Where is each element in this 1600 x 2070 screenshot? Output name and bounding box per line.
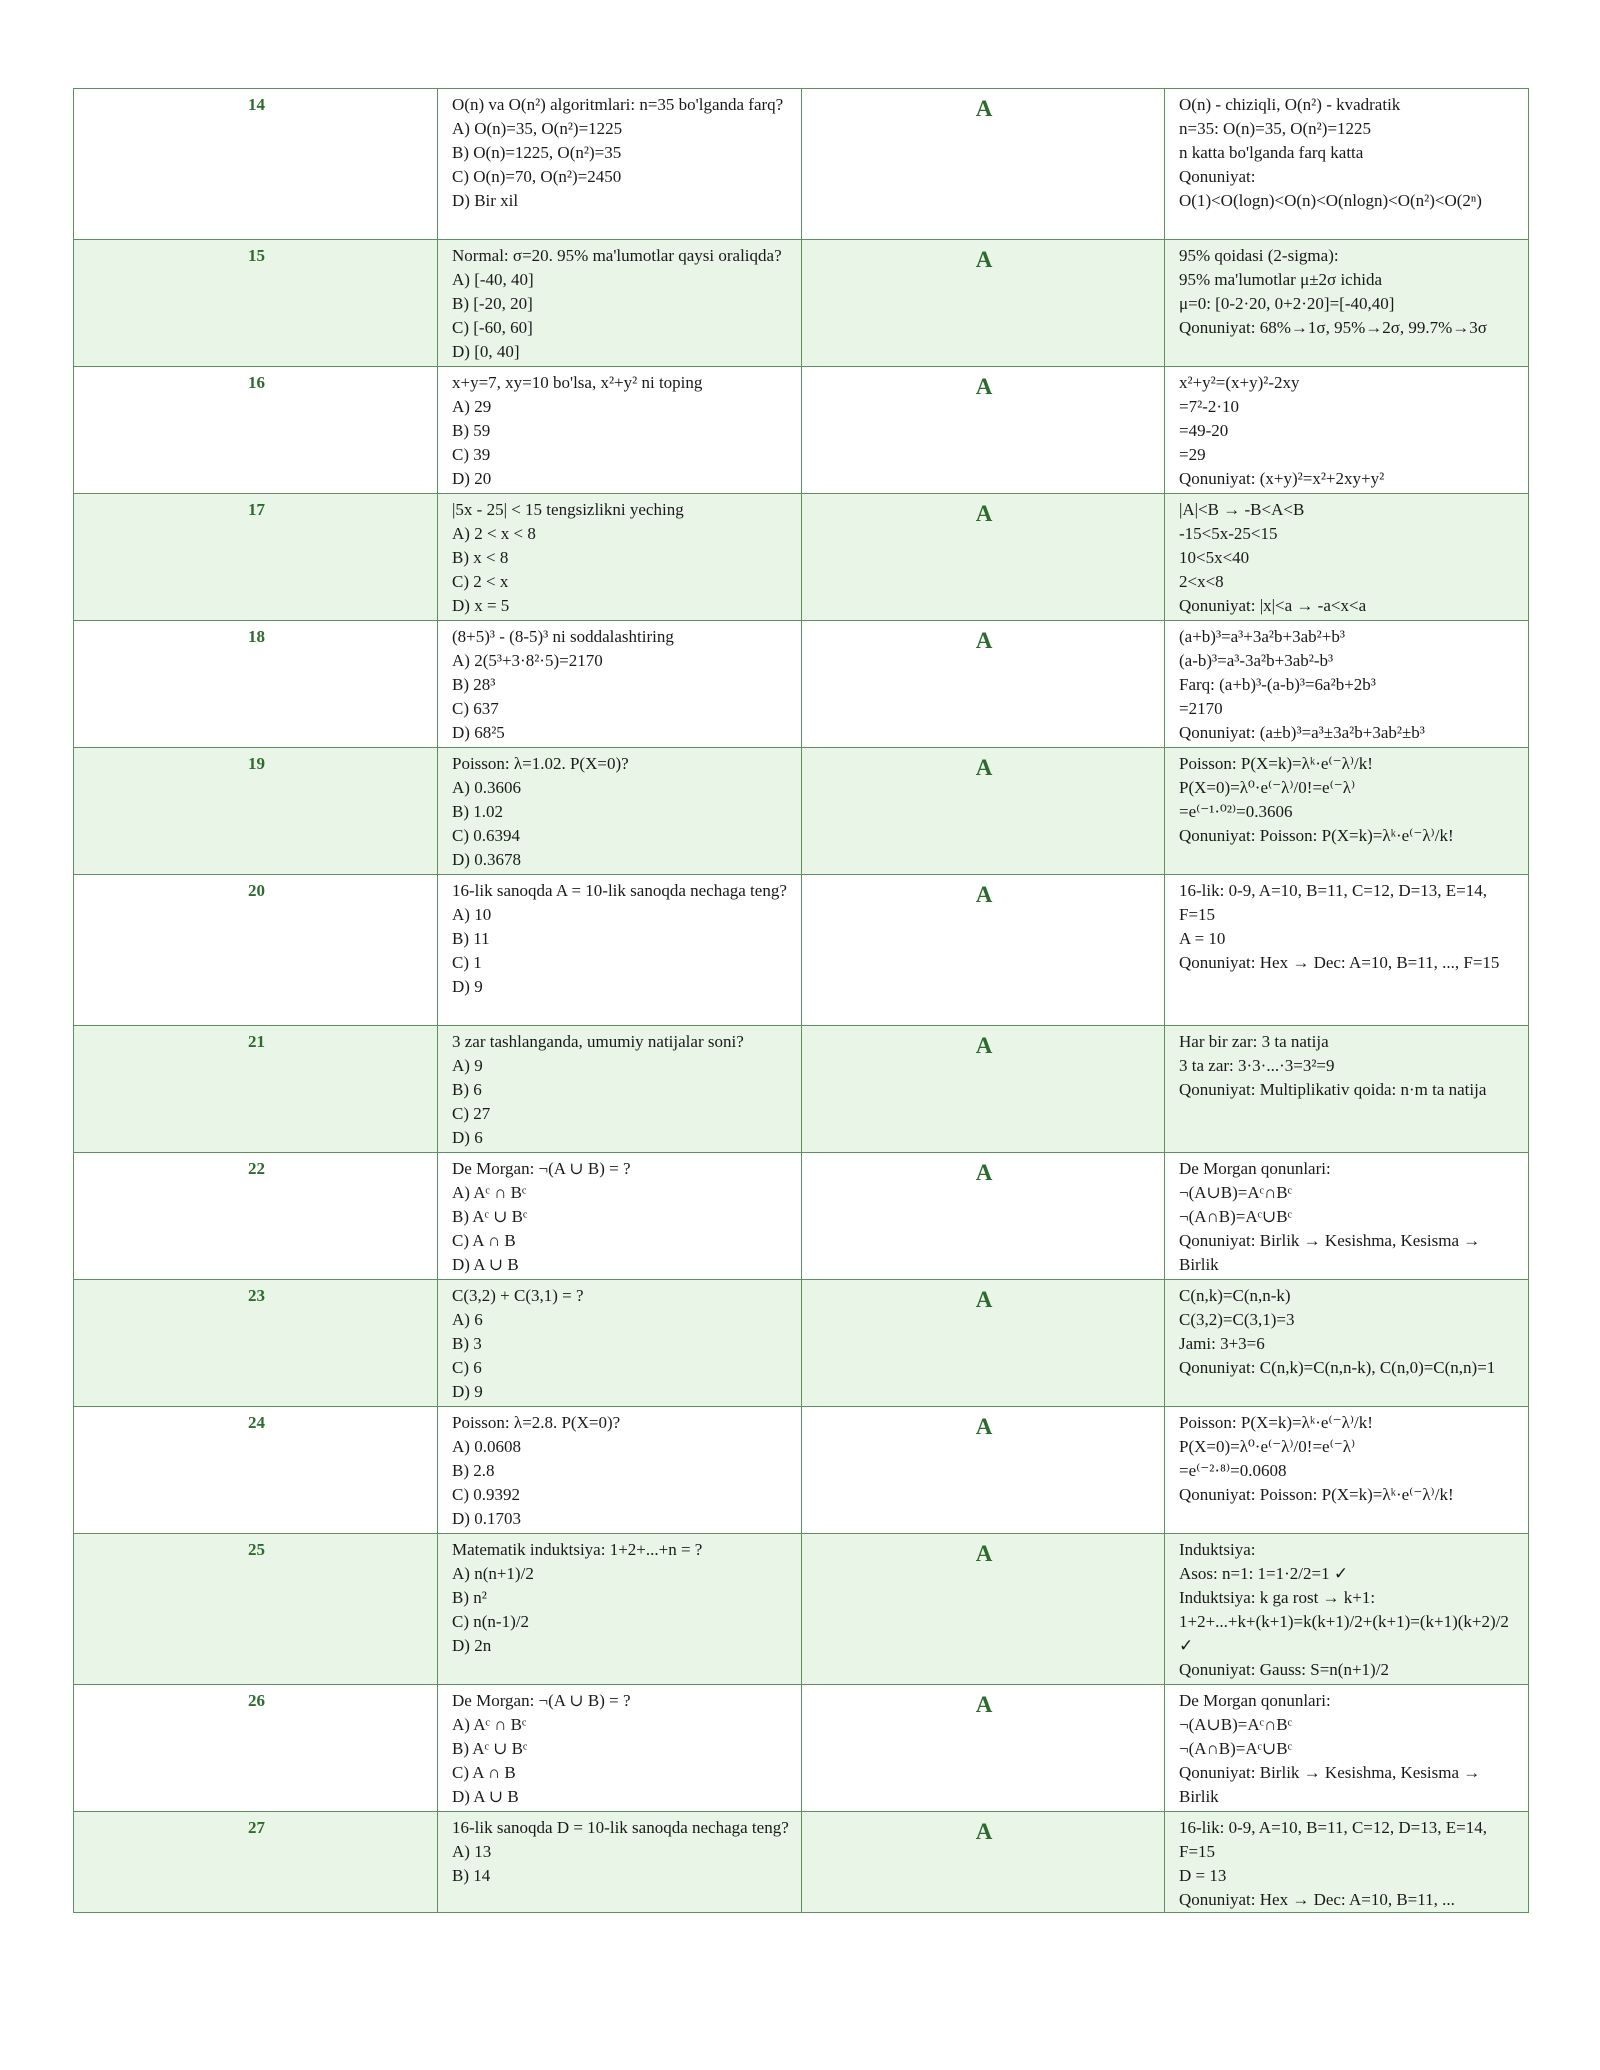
explanation-cell [1165, 89, 1529, 240]
explanation-cell [1165, 1280, 1529, 1407]
correct-answer: A [802, 1280, 1165, 1407]
question-text: x+y=7, xy=10 bo'lsa, x²+y² ni toping [452, 373, 703, 392]
answer-option: B) [-20, 20] [452, 294, 533, 313]
explanation-line: De Morgan qonunlari: [1179, 1691, 1331, 1710]
question-cell [438, 89, 802, 240]
explanation-line: Qonuniyat: |x|<a → -a<x<a [1179, 596, 1367, 615]
answer-table [73, 88, 1529, 1913]
question-text: C(3,2) + C(3,1) = ? [452, 1286, 584, 1305]
answer-sheet [73, 88, 1528, 1913]
question-cell [438, 875, 802, 1026]
answer-option: C) O(n)=70, O(n²)=2450 [452, 167, 622, 186]
question-number: 21 [74, 1026, 438, 1153]
correct-answer: A [802, 621, 1165, 748]
explanation-line: Qonuniyat: (a±b)³=a³±3a²b+3ab²±b³ [1179, 723, 1425, 742]
answer-option: C) n(n-1)/2 [452, 1612, 529, 1631]
table-row [74, 494, 1529, 621]
explanation-line: Qonuniyat: Birlik → Kesishma, Kesisma → Birlik [1179, 1763, 1485, 1806]
correct-answer: A [802, 494, 1165, 621]
answer-option: B) x < 8 [452, 548, 509, 567]
explanation-line: Qonuniyat: (x+y)²=x²+2xy+y² [1179, 469, 1385, 488]
answer-option: A) 9 [452, 1056, 483, 1075]
explanation-line: |A|<B → -B<A<B [1179, 500, 1305, 519]
answer-option: A) 0.0608 [452, 1437, 521, 1456]
table-row [74, 240, 1529, 367]
answer-option: A) O(n)=35, O(n²)=1225 [452, 119, 623, 138]
explanation-line: 1+2+...+k+(k+1)=k(k+1)/2+(k+1)=(k+1)(k+2)/2 ✓ [1179, 1612, 1514, 1655]
answer-option: C) 39 [452, 445, 491, 464]
answer-option: A) Aᶜ ∩ Bᶜ [452, 1183, 527, 1202]
answer-option: C) 637 [452, 699, 499, 718]
answer-option: D) 9 [452, 1382, 483, 1401]
answer-option: A) 0.3606 [452, 778, 521, 797]
table-row [74, 1280, 1529, 1407]
answer-option: D) A ∪ B [452, 1787, 519, 1806]
answer-option: A) Aᶜ ∩ Bᶜ [452, 1715, 527, 1734]
explanation-line: =29 [1179, 445, 1206, 464]
answer-option: B) O(n)=1225, O(n²)=35 [452, 143, 622, 162]
answer-option: D) 9 [452, 977, 483, 996]
answer-option: B) 2.8 [452, 1461, 495, 1480]
question-cell [438, 1685, 802, 1812]
explanation-line: Qonuniyat: Poisson: P(X=k)=λᵏ·e⁽⁻λ⁾/k! [1179, 826, 1454, 845]
explanation-line: n katta bo'lganda farq katta [1179, 143, 1364, 162]
answer-option: C) 2 < x [452, 572, 509, 591]
explanation-line: Farq: (a+b)³-(a-b)³=6a²b+2b³ [1179, 675, 1376, 694]
answer-table-body [74, 89, 1529, 1913]
answer-option: D) 20 [452, 469, 492, 488]
answer-option: B) 11 [452, 929, 490, 948]
explanation-line: 95% qoidasi (2-sigma): [1179, 246, 1339, 265]
explanation-line: =2170 [1179, 699, 1223, 718]
explanation-line: Qonuniyat: Gauss: S=n(n+1)/2 [1179, 1660, 1389, 1679]
question-cell [438, 240, 802, 367]
question-text: Normal: σ=20. 95% ma'lumotlar qaysi oraliqda? [452, 246, 782, 265]
explanation-cell [1165, 875, 1529, 1026]
correct-answer: A [802, 1407, 1165, 1534]
answer-option: B) 6 [452, 1080, 482, 1099]
explanation-line: Qonuniyat: Hex → Dec: A=10, B=11, ... [1179, 1890, 1455, 1909]
question-number: 15 [74, 240, 438, 367]
question-text: 16-lik sanoqda A = 10-lik sanoqda nechaga teng? [452, 881, 787, 900]
explanation-line: Qonuniyat: C(n,k)=C(n,n-k), C(n,0)=C(n,n)=1 [1179, 1358, 1496, 1377]
explanation-line: Qonuniyat: 68%→1σ, 95%→2σ, 99.7%→3σ [1179, 318, 1487, 337]
explanation-cell [1165, 1534, 1529, 1685]
explanation-line: P(X=0)=λ⁰·e⁽⁻λ⁾/0!=e⁽⁻λ⁾ [1179, 778, 1356, 797]
table-row [74, 1812, 1529, 1913]
correct-answer: A [802, 748, 1165, 875]
correct-answer: A [802, 1153, 1165, 1280]
explanation-line: Qonuniyat: Birlik → Kesishma, Kesisma → Birlik [1179, 1231, 1485, 1274]
answer-option: C) 1 [452, 953, 482, 972]
answer-option: A) 13 [452, 1842, 492, 1861]
answer-option: D) 2n [452, 1636, 492, 1655]
explanation-line: C(n,k)=C(n,n-k) [1179, 1286, 1291, 1305]
explanation-line: P(X=0)=λ⁰·e⁽⁻λ⁾/0!=e⁽⁻λ⁾ [1179, 1437, 1356, 1456]
question-text: Matematik induktsiya: 1+2+...+n = ? [452, 1540, 703, 1559]
question-text: 16-lik sanoqda D = 10-lik sanoqda nechaga teng? [452, 1818, 789, 1837]
question-number: 19 [74, 748, 438, 875]
explanation-line: μ=0: [0-2·20, 0+2·20]=[-40,40] [1179, 294, 1395, 313]
answer-option: C) 6 [452, 1358, 482, 1377]
answer-option: D) 0.3678 [452, 850, 521, 869]
explanation-line: 16-lik: 0-9, A=10, B=11, C=12, D=13, E=14, F=15 [1179, 881, 1492, 924]
explanation-line: x²+y²=(x+y)²-2xy [1179, 373, 1300, 392]
question-number: 22 [74, 1153, 438, 1280]
table-row [74, 367, 1529, 494]
answer-option: D) x = 5 [452, 596, 510, 615]
explanation-line: (a-b)³=a³-3a²b+3ab²-b³ [1179, 651, 1334, 670]
explanation-cell [1165, 240, 1529, 367]
explanation-line: Jami: 3+3=6 [1179, 1334, 1265, 1353]
answer-option: B) 1.02 [452, 802, 503, 821]
explanation-line: Poisson: P(X=k)=λᵏ·e⁽⁻λ⁾/k! [1179, 754, 1373, 773]
explanation-line: n=35: O(n)=35, O(n²)=1225 [1179, 119, 1372, 138]
correct-answer: A [802, 875, 1165, 1026]
answer-option: D) 6 [452, 1128, 483, 1147]
question-number: 17 [74, 494, 438, 621]
correct-answer: A [802, 240, 1165, 367]
table-row [74, 1153, 1529, 1280]
answer-option: A) 2(5³+3·8²·5)=2170 [452, 651, 603, 670]
answer-option: B) Aᶜ ∪ Bᶜ [452, 1207, 528, 1226]
explanation-line: 2<x<8 [1179, 572, 1224, 591]
explanation-line: =49-20 [1179, 421, 1229, 440]
explanation-line: O(1)<O(logn)<O(n)<O(nlogn)<O(n²)<O(2ⁿ) [1179, 191, 1482, 210]
question-number: 16 [74, 367, 438, 494]
question-number: 23 [74, 1280, 438, 1407]
question-cell [438, 1153, 802, 1280]
question-number: 27 [74, 1812, 438, 1913]
explanation-cell [1165, 748, 1529, 875]
question-text: Poisson: λ=2.8. P(X=0)? [452, 1413, 621, 1432]
question-number: 14 [74, 89, 438, 240]
explanation-line: Poisson: P(X=k)=λᵏ·e⁽⁻λ⁾/k! [1179, 1413, 1373, 1432]
correct-answer: A [802, 1812, 1165, 1913]
explanation-line: =e⁽⁻²·⁸⁾=0.0608 [1179, 1461, 1287, 1480]
table-row [74, 1407, 1529, 1534]
explanation-cell [1165, 621, 1529, 748]
answer-option: A) 29 [452, 397, 492, 416]
answer-option: B) Aᶜ ∪ Bᶜ [452, 1739, 528, 1758]
answer-option: B) 59 [452, 421, 491, 440]
explanation-cell [1165, 1026, 1529, 1153]
question-number: 25 [74, 1534, 438, 1685]
question-text: De Morgan: ¬(A ∪ B) = ? [452, 1159, 631, 1178]
answer-option: B) n² [452, 1588, 487, 1607]
question-number: 24 [74, 1407, 438, 1534]
explanation-line: D = 13 [1179, 1866, 1227, 1885]
explanation-line: -15<5x-25<15 [1179, 524, 1278, 543]
question-text: O(n) va O(n²) algoritmlari: n=35 bo'lganda farq? [452, 95, 784, 114]
explanation-line: A = 10 [1179, 929, 1226, 948]
explanation-cell [1165, 1407, 1529, 1534]
explanation-line: ¬(A∩B)=Aᶜ∪Bᶜ [1179, 1739, 1292, 1758]
question-number: 18 [74, 621, 438, 748]
explanation-cell [1165, 1812, 1529, 1913]
correct-answer: A [802, 1685, 1165, 1812]
table-row [74, 748, 1529, 875]
answer-option: B) 28³ [452, 675, 496, 694]
explanation-line: =7²-2·10 [1179, 397, 1240, 416]
answer-option: A) [-40, 40] [452, 270, 534, 289]
answer-option: D) Bir xil [452, 191, 519, 210]
explanation-line: =e⁽⁻¹·⁰²⁾=0.3606 [1179, 802, 1293, 821]
explanation-line: 10<5x<40 [1179, 548, 1250, 567]
question-text: (8+5)³ - (8-5)³ ni soddalashtiring [452, 627, 674, 646]
answer-option: C) 27 [452, 1104, 491, 1123]
answer-option: A) n(n+1)/2 [452, 1564, 534, 1583]
explanation-line: De Morgan qonunlari: [1179, 1159, 1331, 1178]
explanation-line: 16-lik: 0-9, A=10, B=11, C=12, D=13, E=14, F=15 [1179, 1818, 1492, 1861]
explanation-line: Induktsiya: k ga rost → k+1: [1179, 1588, 1376, 1607]
question-cell [438, 748, 802, 875]
table-row [74, 875, 1529, 1026]
table-row [74, 1026, 1529, 1153]
explanation-cell [1165, 1153, 1529, 1280]
answer-option: D) 0.1703 [452, 1509, 521, 1528]
answer-option: D) A ∪ B [452, 1255, 519, 1274]
answer-option: C) 0.6394 [452, 826, 520, 845]
answer-option: A) 2 < x < 8 [452, 524, 536, 543]
explanation-line: C(3,2)=C(3,1)=3 [1179, 1310, 1295, 1329]
answer-option: C) 0.9392 [452, 1485, 520, 1504]
question-number: 26 [74, 1685, 438, 1812]
answer-option: C) A ∩ B [452, 1763, 516, 1782]
explanation-line: ¬(A∪B)=Aᶜ∩Bᶜ [1179, 1183, 1292, 1202]
answer-option: B) 3 [452, 1334, 482, 1353]
explanation-line: 3 ta zar: 3·3·...·3=3²=9 [1179, 1056, 1335, 1075]
question-cell [438, 1026, 802, 1153]
explanation-line: Har bir zar: 3 ta natija [1179, 1032, 1329, 1051]
question-cell [438, 494, 802, 621]
question-text: |5x - 25| < 15 tengsizlikni yeching [452, 500, 684, 519]
explanation-line: Qonuniyat: Multiplikativ qoida: n·m ta natija [1179, 1080, 1487, 1099]
correct-answer: A [802, 89, 1165, 240]
answer-option: D) [0, 40] [452, 342, 520, 361]
question-number: 20 [74, 875, 438, 1026]
answer-option: C) A ∩ B [452, 1231, 516, 1250]
correct-answer: A [802, 1534, 1165, 1685]
question-cell [438, 1280, 802, 1407]
answer-option: C) [-60, 60] [452, 318, 533, 337]
explanation-line: Qonuniyat: Hex → Dec: A=10, B=11, ..., F=15 [1179, 953, 1500, 972]
explanation-line: Induktsiya: [1179, 1540, 1256, 1559]
answer-option: A) 6 [452, 1310, 483, 1329]
question-text: De Morgan: ¬(A ∪ B) = ? [452, 1691, 631, 1710]
explanation-cell [1165, 494, 1529, 621]
explanation-line: 95% ma'lumotlar μ±2σ ichida [1179, 270, 1382, 289]
table-row [74, 621, 1529, 748]
question-cell [438, 367, 802, 494]
explanation-cell [1165, 367, 1529, 494]
table-row [74, 1534, 1529, 1685]
answer-option: D) 68²5 [452, 723, 505, 742]
explanation-line: Asos: n=1: 1=1·2/2=1 ✓ [1179, 1564, 1349, 1583]
correct-answer: A [802, 367, 1165, 494]
answer-option: A) 10 [452, 905, 492, 924]
correct-answer: A [802, 1026, 1165, 1153]
table-row [74, 1685, 1529, 1812]
explanation-line: Qonuniyat: Poisson: P(X=k)=λᵏ·e⁽⁻λ⁾/k! [1179, 1485, 1454, 1504]
question-text: 3 zar tashlanganda, umumiy natijalar soni? [452, 1032, 744, 1051]
explanation-line: (a+b)³=a³+3a²b+3ab²+b³ [1179, 627, 1345, 646]
explanation-line: ¬(A∩B)=Aᶜ∪Bᶜ [1179, 1207, 1292, 1226]
question-cell [438, 621, 802, 748]
question-cell [438, 1407, 802, 1534]
question-cell [438, 1812, 802, 1913]
explanation-line: Qonuniyat: [1179, 167, 1256, 186]
answer-option: B) 14 [452, 1866, 491, 1885]
explanation-line: ¬(A∪B)=Aᶜ∩Bᶜ [1179, 1715, 1292, 1734]
question-cell [438, 1534, 802, 1685]
question-text: Poisson: λ=1.02. P(X=0)? [452, 754, 629, 773]
explanation-line: O(n) - chiziqli, O(n²) - kvadratik [1179, 95, 1401, 114]
explanation-cell [1165, 1685, 1529, 1812]
table-row [74, 89, 1529, 240]
